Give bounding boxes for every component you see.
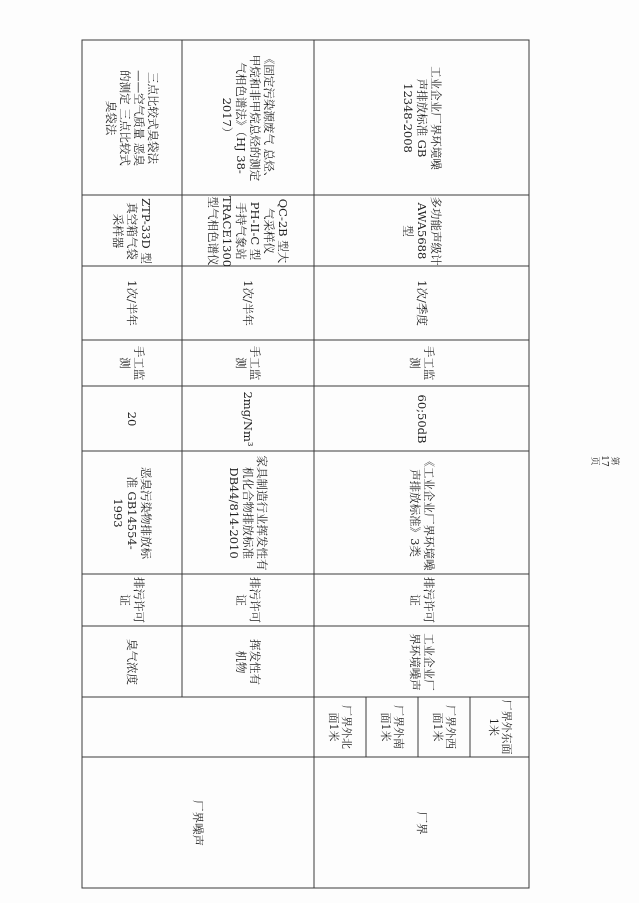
- voc-limit-cell: [182, 386, 314, 451]
- noise-pollutant: 工业企业厂界环境噪声: [407, 632, 436, 691]
- voc-standard: 家具制造行业挥发性有机化合物排放标准 DB44/814-2010: [227, 455, 269, 570]
- noise-pollutant-cell: [314, 626, 529, 697]
- noise-location-cell: [314, 757, 529, 888]
- odor-standard: 恶臭污染物排放标准 GB14554-1993: [111, 466, 153, 559]
- noise-location: 厂界: [414, 811, 429, 834]
- noise-point-south-cell: [366, 697, 418, 757]
- voc-analysis-cell: [182, 40, 314, 195]
- voc-instrument-cell: [182, 195, 314, 266]
- voc-frequency: 1次/半年: [241, 280, 255, 326]
- noise-point-east: 厂界外东面1米: [486, 699, 513, 755]
- odor-analysis: 三点比较式臭袋法——空气质量 恶臭的测定 三点比较式臭袋法: [104, 69, 160, 166]
- voc-pollutant: 挥发性有机物: [234, 638, 262, 685]
- odor-instrument-cell: [82, 195, 182, 266]
- noise-method-cell: [314, 340, 529, 386]
- odor-basis: 排污许可证: [118, 577, 146, 623]
- noise-category-cell: [82, 757, 314, 888]
- noise-basis: 排污许可证: [407, 577, 436, 623]
- noise-frequency: 1次/季度: [414, 280, 429, 326]
- odor-standard-cell: [82, 451, 182, 574]
- odor-method: 手工监测: [118, 345, 146, 381]
- odor-method-cell: [82, 340, 182, 386]
- noise-analysis: 工业企业厂界环境噪声排放标准 GB 12348-2008: [400, 65, 443, 170]
- odor-frequency: 1次/半年: [125, 280, 139, 326]
- noise-point-west-cell: [418, 697, 470, 757]
- noise-standard: 《工业企业厂界环境噪声排放标准》3类: [407, 455, 436, 570]
- voc-basis: 排污许可证: [234, 577, 262, 623]
- odor-instrument: ZTP-33D 型真空箱气袋采样器: [111, 197, 153, 264]
- voc-standard-cell: [182, 451, 314, 574]
- voc-instrument: QC-2B 型大气采样仪 PH-II-C 型手持气象站 TRACE1300 型气相色谱仪: [206, 195, 290, 267]
- voc-method-cell: [182, 340, 314, 386]
- voc-method: 手工监测: [234, 345, 262, 381]
- noise-method: 手工监测: [407, 345, 436, 381]
- odor-pollutant-cell: [82, 626, 182, 697]
- noise-standard-cell: [314, 451, 529, 574]
- odor-limit: 20: [125, 411, 139, 426]
- noise-point-east-cell: [470, 697, 529, 757]
- odor-frequency-cell: [82, 266, 182, 340]
- noise-point-west: 厂界外西面1米: [431, 705, 457, 749]
- voc-basis-cell: [182, 574, 314, 626]
- noise-limit-cell: [314, 386, 529, 451]
- noise-point-north-cell: [314, 697, 366, 757]
- odor-basis-cell: [82, 574, 182, 626]
- voc-limit: 2mg/Nm³: [241, 390, 255, 447]
- noise-instrument: 多功能声级计 AWA5688 型: [400, 196, 443, 265]
- odor-analysis-cell: [82, 40, 182, 195]
- noise-category: 厂界噪声: [191, 799, 205, 846]
- noise-limit: 60;50dB: [414, 394, 429, 443]
- page-number-text: 第 17 页: [589, 455, 619, 467]
- noise-point-south: 厂界外南面1米: [379, 705, 405, 749]
- voc-analysis: 《固定污染源废气 总烃、甲烷和非甲烷总烃的测定 气相色谱法》（HJ 38-2017）: [220, 52, 276, 183]
- noise-basis-cell: [314, 574, 529, 626]
- noise-analysis-cell: [314, 40, 529, 195]
- noise-instrument-cell: [314, 195, 529, 266]
- odor-limit-cell: [82, 386, 182, 451]
- odor-pollutant: 臭气浓度: [125, 638, 139, 685]
- noise-point-north: 厂界外北面1米: [327, 705, 353, 749]
- voc-pollutant-cell: [182, 626, 314, 697]
- voc-frequency-cell: [182, 266, 314, 340]
- page-number: [589, 446, 619, 476]
- noise-frequency-cell: [314, 266, 529, 340]
